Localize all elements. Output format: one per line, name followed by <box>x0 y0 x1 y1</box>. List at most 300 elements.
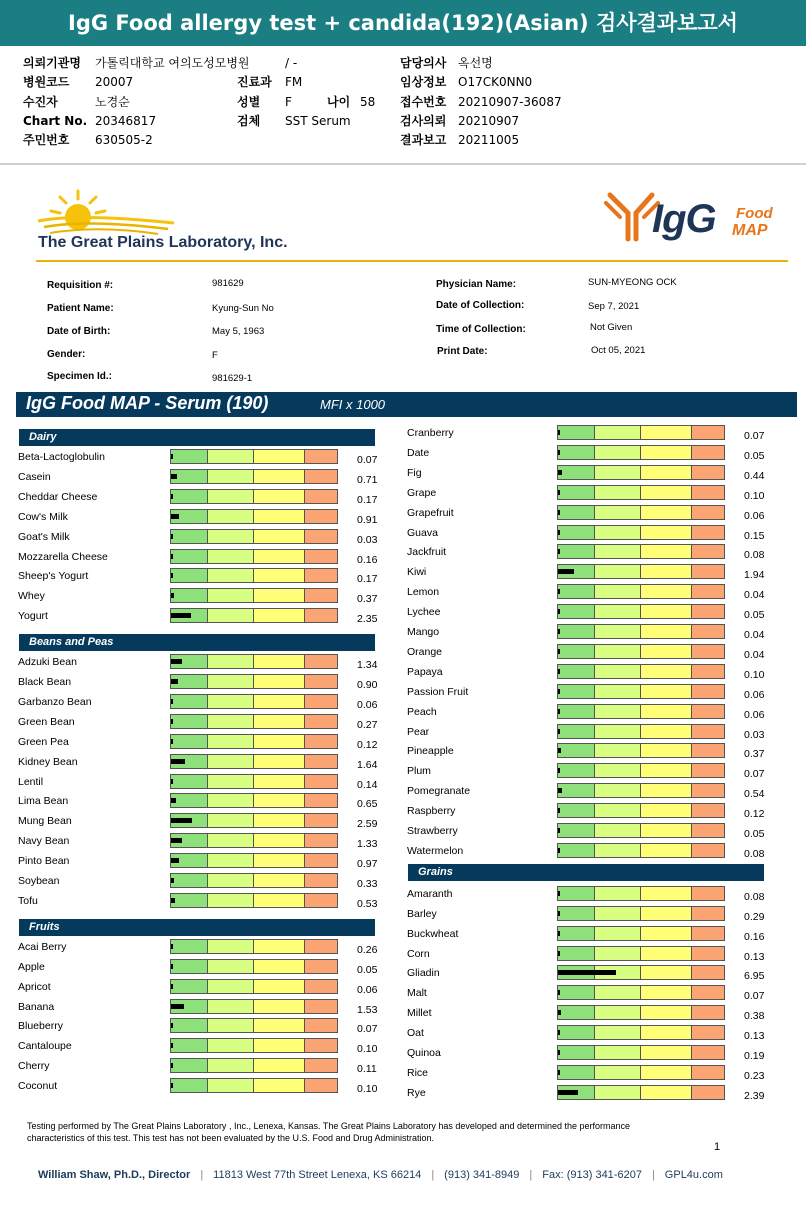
meta-label: 수진자 <box>23 94 58 109</box>
reactivity-scale <box>170 979 338 994</box>
scale-zone <box>305 735 337 748</box>
meta-value: 옥선명 <box>458 56 493 70</box>
food-value: 0.90 <box>357 679 378 691</box>
reactivity-scale <box>557 525 725 540</box>
scale-zone <box>595 685 641 698</box>
value-bar <box>558 729 560 734</box>
food-row <box>407 445 784 465</box>
scale-zone <box>558 784 595 797</box>
scale-zone <box>558 725 595 738</box>
value-bar <box>558 689 560 694</box>
scale-zone <box>692 887 724 900</box>
scale-zone <box>692 605 724 618</box>
reactivity-scale <box>170 793 338 808</box>
scale-zone <box>208 854 254 867</box>
food-value: 0.07 <box>357 454 378 466</box>
scale-zone <box>692 625 724 638</box>
food-name: Cranberry <box>407 427 454 439</box>
food-row <box>18 568 397 588</box>
scale-zone <box>558 1026 595 1039</box>
reactivity-scale <box>557 823 725 838</box>
food-row <box>18 1078 397 1098</box>
value-bar <box>171 878 174 883</box>
reactivity-scale <box>170 608 338 623</box>
scale-zone <box>305 854 337 867</box>
scale-zone <box>595 844 641 857</box>
collection-date-label: Date of Collection: <box>436 300 525 311</box>
reactivity-scale <box>170 873 338 888</box>
food-name: Pomegranate <box>407 785 471 798</box>
scale-zone <box>208 655 254 668</box>
scale-zone <box>595 665 641 678</box>
reactivity-scale <box>170 1078 338 1093</box>
scale-zone <box>254 854 305 867</box>
value-bar <box>171 944 173 949</box>
meta-label: 주민번호 <box>23 133 70 148</box>
meta-value: / - <box>285 56 298 70</box>
food-value: 0.06 <box>744 509 765 522</box>
scale-zone <box>641 565 692 578</box>
reactivity-scale <box>170 694 338 709</box>
meta-label: Chart No. <box>23 113 88 128</box>
food-value: 0.05 <box>357 963 378 976</box>
reactivity-scale <box>170 833 338 848</box>
scale-zone <box>254 894 305 907</box>
food-row <box>407 604 784 624</box>
value-bar <box>558 748 561 753</box>
food-value: 0.04 <box>744 589 765 602</box>
food-row <box>407 425 784 445</box>
scale-zone <box>641 887 692 900</box>
food-name: Mozzarella Cheese <box>18 550 108 563</box>
scale-zone <box>641 625 692 638</box>
food-value: 0.07 <box>744 768 765 781</box>
value-bar <box>171 573 173 578</box>
food-row <box>407 664 784 684</box>
lab-name: The Great Plains Laboratory, Inc. <box>38 234 288 251</box>
scale-zone <box>641 1046 692 1059</box>
meta-value: 20007 <box>95 75 134 90</box>
results-title: IgG Food MAP - Serum (190) <box>26 393 269 413</box>
scale-zone <box>558 526 595 539</box>
scale-zone <box>254 550 305 563</box>
food-value: 0.07 <box>744 430 765 442</box>
scale-zone <box>641 764 692 777</box>
food-name: Pinto Bean <box>18 855 70 868</box>
scale-zone <box>641 725 692 738</box>
reactivity-scale <box>557 946 725 961</box>
value-bar <box>558 1010 561 1015</box>
food-value: 0.37 <box>357 593 378 606</box>
scale-zone <box>171 960 208 973</box>
category-header: Fruits <box>19 919 375 936</box>
meta-value: 노경순 <box>95 94 130 109</box>
scale-zone <box>254 530 305 543</box>
food-name: Date <box>407 446 430 459</box>
food-row <box>407 724 784 744</box>
food-value: 1.94 <box>744 569 765 582</box>
food-name: Kidney Bean <box>18 755 78 768</box>
value-bar <box>558 629 560 634</box>
scale-zone <box>692 804 724 817</box>
scale-zone <box>641 1006 692 1019</box>
scale-zone <box>595 764 641 777</box>
dob-value: May 5, 1963 <box>212 326 265 337</box>
food-name: Navy Bean <box>18 835 70 848</box>
food-row <box>18 549 397 569</box>
value-bar <box>171 474 177 479</box>
category-header: Dairy <box>19 429 375 446</box>
scale-zone <box>558 986 595 999</box>
food-name: Corn <box>407 947 430 960</box>
food-value: 0.38 <box>744 1010 765 1023</box>
meta-value: O17CK0NN0 <box>458 75 533 90</box>
food-name: Cow's Milk <box>18 510 68 523</box>
scale-zone <box>171 874 208 887</box>
reactivity-scale <box>170 549 338 564</box>
scale-zone <box>305 609 337 622</box>
scale-zone <box>558 645 595 658</box>
meta-value: 20346817 <box>95 113 157 128</box>
food-name: Guava <box>407 526 438 539</box>
scale-zone <box>208 735 254 748</box>
scale-zone <box>208 894 254 907</box>
meta-value: 630505-2 <box>95 133 153 148</box>
igg-logo-map: MAP <box>732 222 768 239</box>
food-name: Goat's Milk <box>18 530 70 543</box>
food-value: 0.26 <box>357 943 378 956</box>
reactivity-scale <box>557 906 725 921</box>
scale-zone <box>208 980 254 993</box>
food-value: 0.08 <box>744 549 765 562</box>
scale-zone <box>254 940 305 953</box>
food-value: 0.16 <box>744 930 765 943</box>
scale-zone <box>641 426 692 439</box>
value-bar <box>558 609 560 614</box>
food-row <box>407 803 784 823</box>
value-bar <box>558 848 560 853</box>
meta-label: 검사의뢰 <box>400 113 447 128</box>
scale-zone <box>254 794 305 807</box>
scale-zone <box>641 705 692 718</box>
food-name: Fig <box>407 466 422 479</box>
scale-zone <box>595 927 641 940</box>
reactivity-scale <box>557 1025 725 1040</box>
food-value: 0.23 <box>744 1069 765 1082</box>
reactivity-scale <box>557 584 725 599</box>
scale-zone <box>692 1026 724 1039</box>
food-name: Yogurt <box>18 610 48 623</box>
food-value: 0.29 <box>744 910 765 923</box>
food-row <box>407 505 784 525</box>
scale-zone <box>692 966 724 979</box>
reactivity-scale <box>557 1085 725 1100</box>
food-row <box>18 714 397 734</box>
reactivity-scale <box>557 684 725 699</box>
food-row <box>407 465 784 485</box>
value-bar <box>171 858 179 863</box>
value-bar <box>171 659 182 664</box>
scale-zone <box>305 569 337 582</box>
food-row <box>18 489 397 509</box>
scale-zone <box>641 1026 692 1039</box>
reactivity-scale <box>557 926 725 941</box>
reactivity-scale <box>557 664 725 679</box>
reactivity-scale <box>170 714 338 729</box>
meta-label: 접수번호 <box>400 94 447 109</box>
disclaimer: Testing performed by The Great Plains Laboratory , Inc., Lenexa, Kansas. The Great Plains Laboratory has developed and determined the performance characteristics of this test. This test has not been evaluated by the U.S. Food and Drug Administration. <box>27 1121 631 1143</box>
meta-label: 나이 <box>327 94 351 109</box>
food-value: 0.06 <box>744 688 765 701</box>
meta-value: 20211005 <box>458 133 520 148</box>
fax: Fax: (913) 341-6207 <box>542 1169 642 1181</box>
food-name: Banana <box>18 1000 55 1013</box>
scale-zone <box>595 625 641 638</box>
scale-zone <box>641 966 692 979</box>
scale-zone <box>254 980 305 993</box>
food-row <box>407 1065 784 1085</box>
reactivity-scale <box>557 564 725 579</box>
scale-zone <box>595 986 641 999</box>
scale-zone <box>254 755 305 768</box>
scale-zone <box>595 526 641 539</box>
scale-zone <box>305 1039 337 1052</box>
food-value: 1.53 <box>357 1003 378 1016</box>
scale-zone <box>692 446 724 459</box>
scale-zone <box>208 1019 254 1032</box>
food-name: Lentil <box>18 775 44 788</box>
scale-zone <box>208 794 254 807</box>
scale-zone <box>558 585 595 598</box>
reactivity-scale <box>557 505 725 520</box>
food-row <box>18 813 397 833</box>
scale-zone <box>692 824 724 837</box>
scale-zone <box>254 715 305 728</box>
food-value: 0.19 <box>744 1050 765 1062</box>
address: 11813 West 77th Street Lenexa, KS 66214 <box>213 1169 422 1181</box>
reactivity-scale <box>557 1065 725 1080</box>
scale-zone <box>558 927 595 940</box>
food-name: Raspberry <box>407 805 456 818</box>
scale-zone <box>254 834 305 847</box>
food-row <box>18 529 397 549</box>
scale-zone <box>558 1006 595 1019</box>
value-bar <box>171 554 173 559</box>
scale-zone <box>254 589 305 602</box>
scale-zone <box>208 450 254 463</box>
food-value: 0.14 <box>357 778 378 791</box>
scale-zone <box>305 655 337 668</box>
scale-zone <box>208 510 254 523</box>
scale-zone <box>558 426 595 439</box>
value-bar <box>558 589 560 594</box>
scale-zone <box>692 927 724 940</box>
scale-zone <box>208 775 254 788</box>
meta-value: 20210907 <box>458 113 520 128</box>
scale-zone <box>558 665 595 678</box>
gender-label: Gender: <box>47 349 86 360</box>
food-row <box>407 946 784 966</box>
scale-zone <box>305 550 337 563</box>
scale-zone <box>305 490 337 503</box>
food-name: Papaya <box>407 665 443 678</box>
scale-zone <box>692 565 724 578</box>
scale-zone <box>595 1026 641 1039</box>
gold-divider <box>36 260 788 262</box>
food-value: 0.17 <box>357 573 378 586</box>
reactivity-scale <box>557 644 725 659</box>
food-name: Millet <box>407 1007 432 1020</box>
food-row <box>18 959 397 979</box>
scale-zone <box>254 735 305 748</box>
scale-zone <box>305 814 337 827</box>
food-row <box>407 684 784 704</box>
reactivity-scale <box>557 763 725 778</box>
food-name: Green Pea <box>18 735 69 748</box>
value-bar <box>558 430 560 435</box>
value-bar <box>558 569 574 574</box>
food-name: Plum <box>407 765 431 778</box>
food-value: 0.33 <box>357 878 378 890</box>
scale-zone <box>171 450 208 463</box>
food-row <box>407 906 784 926</box>
scale-zone <box>254 775 305 788</box>
scale-zone <box>595 804 641 817</box>
value-bar <box>171 593 174 598</box>
value-bar <box>171 739 173 744</box>
value-bar <box>558 450 560 455</box>
food-row <box>18 979 397 999</box>
scale-zone <box>558 804 595 817</box>
reactivity-scale <box>557 425 725 440</box>
reactivity-scale <box>170 529 338 544</box>
food-name: Quinoa <box>407 1047 441 1059</box>
scale-zone <box>305 874 337 887</box>
scale-zone <box>305 715 337 728</box>
food-name: Barley <box>407 907 437 920</box>
scale-zone <box>595 466 641 479</box>
reactivity-scale <box>557 803 725 818</box>
food-name: Cherry <box>18 1060 50 1073</box>
scale-zone <box>305 1079 337 1092</box>
meta-label: 검체 <box>237 113 261 128</box>
scale-zone <box>208 695 254 708</box>
scale-zone <box>254 1000 305 1013</box>
food-name: Kiwi <box>407 566 427 579</box>
food-name: Pineapple <box>407 745 454 758</box>
food-row <box>18 893 397 913</box>
food-value: 0.13 <box>744 950 765 963</box>
scale-zone <box>208 814 254 827</box>
scale-zone <box>254 1079 305 1092</box>
food-row <box>407 485 784 505</box>
food-row <box>18 1038 397 1058</box>
meta-label: 결과보고 <box>400 133 447 148</box>
meta-label: 진료과 <box>237 75 272 90</box>
food-value: 0.07 <box>744 990 765 1003</box>
food-name: Oat <box>407 1027 424 1040</box>
food-value: 0.44 <box>744 469 765 482</box>
reactivity-scale <box>170 853 338 868</box>
food-name: Malt <box>407 987 427 1000</box>
scale-zone <box>692 744 724 757</box>
food-value: 0.03 <box>357 533 378 546</box>
meta-value: FM <box>285 75 303 90</box>
scale-zone <box>208 1000 254 1013</box>
food-name: Grape <box>407 486 437 499</box>
value-bar <box>558 1050 560 1055</box>
reactivity-scale <box>170 489 338 504</box>
scale-zone <box>208 490 254 503</box>
website: GPL4u.com <box>664 1169 723 1181</box>
scale-zone <box>254 655 305 668</box>
value-bar <box>171 759 185 764</box>
print-date-value: Oct 05, 2021 <box>591 345 646 356</box>
scale-zone <box>208 715 254 728</box>
food-row <box>407 843 784 863</box>
value-bar <box>171 1004 184 1009</box>
scale-zone <box>641 545 692 558</box>
value-bar <box>558 891 560 896</box>
scale-zone <box>692 1066 724 1079</box>
food-value: 0.10 <box>357 1043 378 1056</box>
value-bar <box>558 970 616 975</box>
food-row <box>18 694 397 714</box>
food-value: 0.27 <box>357 718 378 731</box>
scale-zone <box>208 874 254 887</box>
scale-zone <box>641 506 692 519</box>
scale-zone <box>641 744 692 757</box>
value-bar <box>171 514 179 519</box>
meta-value: 20210907-36087 <box>458 94 562 109</box>
value-bar <box>558 470 562 475</box>
scale-zone <box>305 510 337 523</box>
food-name: Gliadin <box>407 967 440 980</box>
scale-zone <box>171 735 208 748</box>
scale-zone <box>641 605 692 618</box>
gender-value: F <box>212 350 218 361</box>
food-name: Garbanzo Bean <box>18 695 92 708</box>
food-value: 0.10 <box>744 668 765 681</box>
scale-zone <box>254 510 305 523</box>
value-bar <box>171 798 176 803</box>
food-name: Mung Bean <box>18 815 72 828</box>
scale-zone <box>208 589 254 602</box>
scale-zone <box>171 490 208 503</box>
reactivity-scale <box>170 754 338 769</box>
specimen-value: 981629-1 <box>212 373 253 384</box>
scale-zone <box>692 764 724 777</box>
food-row <box>18 1018 397 1038</box>
food-value: 0.04 <box>744 629 765 641</box>
value-bar <box>558 768 560 773</box>
value-bar <box>558 951 560 956</box>
reactivity-scale <box>557 743 725 758</box>
value-bar <box>171 1083 173 1088</box>
print-date-label: Print Date: <box>437 346 488 357</box>
food-name: Black Bean <box>18 676 72 688</box>
scale-zone <box>558 947 595 960</box>
food-row <box>407 763 784 783</box>
scale-zone <box>692 545 724 558</box>
food-row <box>18 734 397 754</box>
food-row <box>407 823 784 843</box>
scale-zone <box>595 705 641 718</box>
food-name: Grapefruit <box>407 506 454 519</box>
food-name: Lemon <box>407 586 440 599</box>
food-row <box>407 743 784 763</box>
scale-zone <box>595 486 641 499</box>
